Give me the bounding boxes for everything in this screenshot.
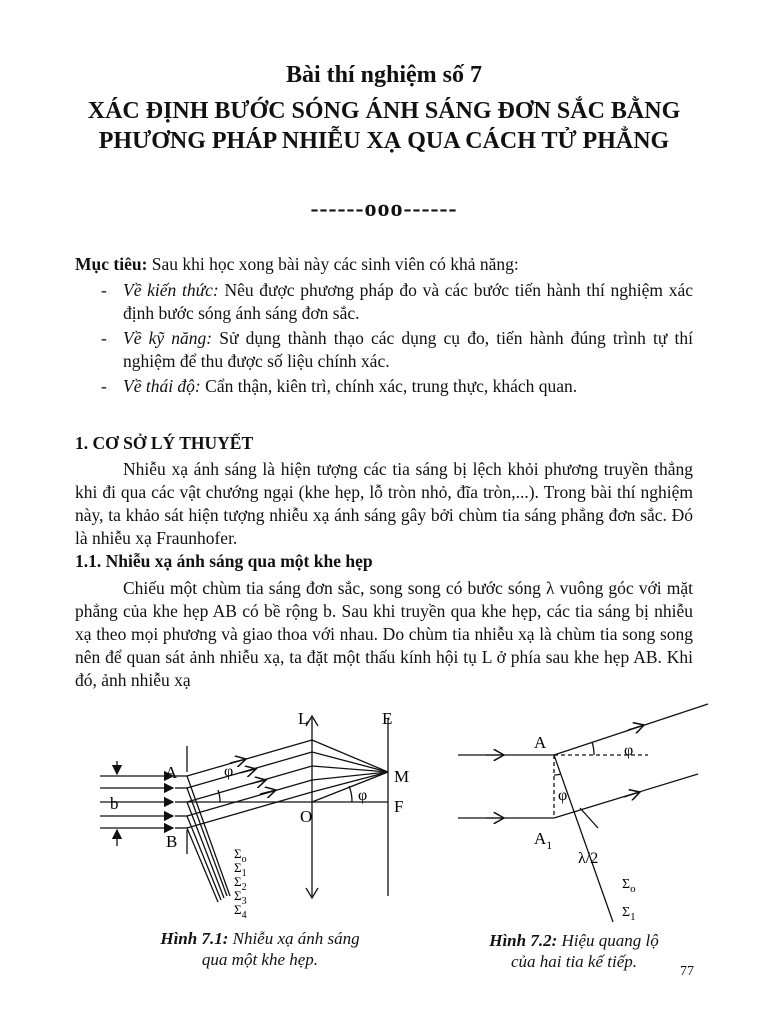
label-screen: E [382, 709, 393, 728]
label-width-b: b [110, 794, 119, 813]
title-separator: ------ooo------ [310, 196, 458, 222]
objective-label: Về kỹ năng: [123, 328, 213, 348]
subsection-heading: 1.1. Nhiễu xạ ánh sáng qua một khe hẹp [75, 551, 373, 571]
objective-item [75, 279, 693, 325]
figure-caption-text: Nhiễu xạ ánh sáng qua một khe hẹp. [201, 929, 360, 969]
section-heading: 1. CƠ SỞ LÝ THUYẾT [75, 433, 254, 453]
objective-text: Nêu được phương pháp đo và các bước tiến hành thí nghiệm xác định bước sóng ánh sáng đơn sắc. [123, 280, 693, 323]
objectives-intro [75, 253, 693, 276]
label-point-a1: $A_1$ [534, 829, 553, 852]
label-point-a: A [165, 763, 178, 782]
objective-label: Về thái độ: [123, 376, 201, 396]
label-point-o: O [300, 807, 313, 826]
label-lens: L [298, 709, 309, 728]
figure-caption-label: Hình 7.2: [489, 931, 558, 950]
page-subtitle: XÁC ĐỊNH BƯỚC SÓNG ÁNH SÁNG ĐƠN SẮC BẰNG PHƯƠNG PHÁP NHIỄU XẠ QUA CÁCH TỬ PHẲNG [87, 98, 681, 154]
objective-item [75, 375, 693, 398]
objectives-intro-text: Sau khi học xong bài này các sinh viên có khả năng: [147, 254, 519, 274]
objectives-label: Mục tiêu: [75, 254, 148, 274]
figure-caption-label: Hình 7.1: [160, 929, 229, 948]
label-half-wavelength: λ/2 [578, 850, 599, 867]
label-sigma: $\Sigma_2$ [234, 874, 247, 893]
label-sigma: $\Sigma_4$ [234, 902, 247, 921]
label-point-a: A [534, 733, 547, 752]
subsection-paragraph: Chiếu một chùm tia sáng đơn sắc, song song có bước sóng λ vuông góc với mặt phẳng của khe hẹp AB có bề rộng b. Sau khi truyền qua khe hẹp, các tia sáng bị nhiễu xạ theo mọi phương và giao thoa với nhau. Do chùm tia nhiễu xạ là chùm tia song song nên để quan sát ảnh nhiễu xạ, ta đặt một thấu kính hội tụ L ở phía sau khe hẹp AB. Khi đó, ảnh nhiễu xạ [75, 578, 693, 690]
objective-text: Sử dụng thành thạo các dụng cụ đo, tiến hành đúng trình tự thí nghiệm để thu được số liệu chính xác. [123, 328, 693, 371]
figure-caption-text: Hiệu quang lộ của hai tia kế tiếp. [510, 931, 659, 971]
label-point-b: B [166, 832, 178, 851]
bullet-dash: - [101, 328, 107, 348]
label-angle-phi: φ [624, 742, 634, 759]
label-sigma: $\Sigma_o$ [622, 877, 636, 895]
label-sigma: $\Sigma_o$ [234, 846, 247, 865]
figure-caption [476, 930, 672, 972]
label-point-f: F [394, 797, 404, 816]
label-sigma: $\Sigma_3$ [234, 888, 247, 907]
bullet-dash: - [101, 280, 107, 300]
objective-item [75, 327, 693, 373]
label-angle-phi: φ [358, 787, 368, 804]
page-number: 77 [680, 964, 694, 979]
label-angle-phi: φ [224, 763, 234, 780]
label-sigma: $\Sigma_1$ [234, 860, 247, 879]
bullet-dash: - [101, 376, 107, 396]
figure-single-slit-diffraction [90, 706, 430, 926]
label-angle-phi: φ [558, 787, 568, 804]
label-point-m: M [394, 767, 410, 786]
figure-path-difference [448, 700, 710, 930]
figure-caption [150, 928, 370, 970]
objective-text: Cẩn thận, kiên trì, chính xác, trung thực, khách quan. [200, 376, 578, 396]
section-paragraph: Nhiễu xạ ánh sáng là hiện tượng các tia sáng bị lệch khỏi phương truyền thẳng khi đi qua các vật chướng ngại (khe hẹp, lỗ tròn nhỏ, đĩa tròn,...). Trong bài thí nghiệm này, ta khảo sát hiện tượng nhiễu xạ ánh sáng gây bởi chùm tia sáng phẳng đơn sắc. Đó là nhiễu xạ Fraunhofer. [75, 459, 693, 548]
page-title: Bài thí nghiệm số 7 [285, 62, 483, 88]
label-sigma: $\Sigma_1$ [622, 905, 636, 923]
objective-label: Về kiến thức: [123, 280, 219, 300]
